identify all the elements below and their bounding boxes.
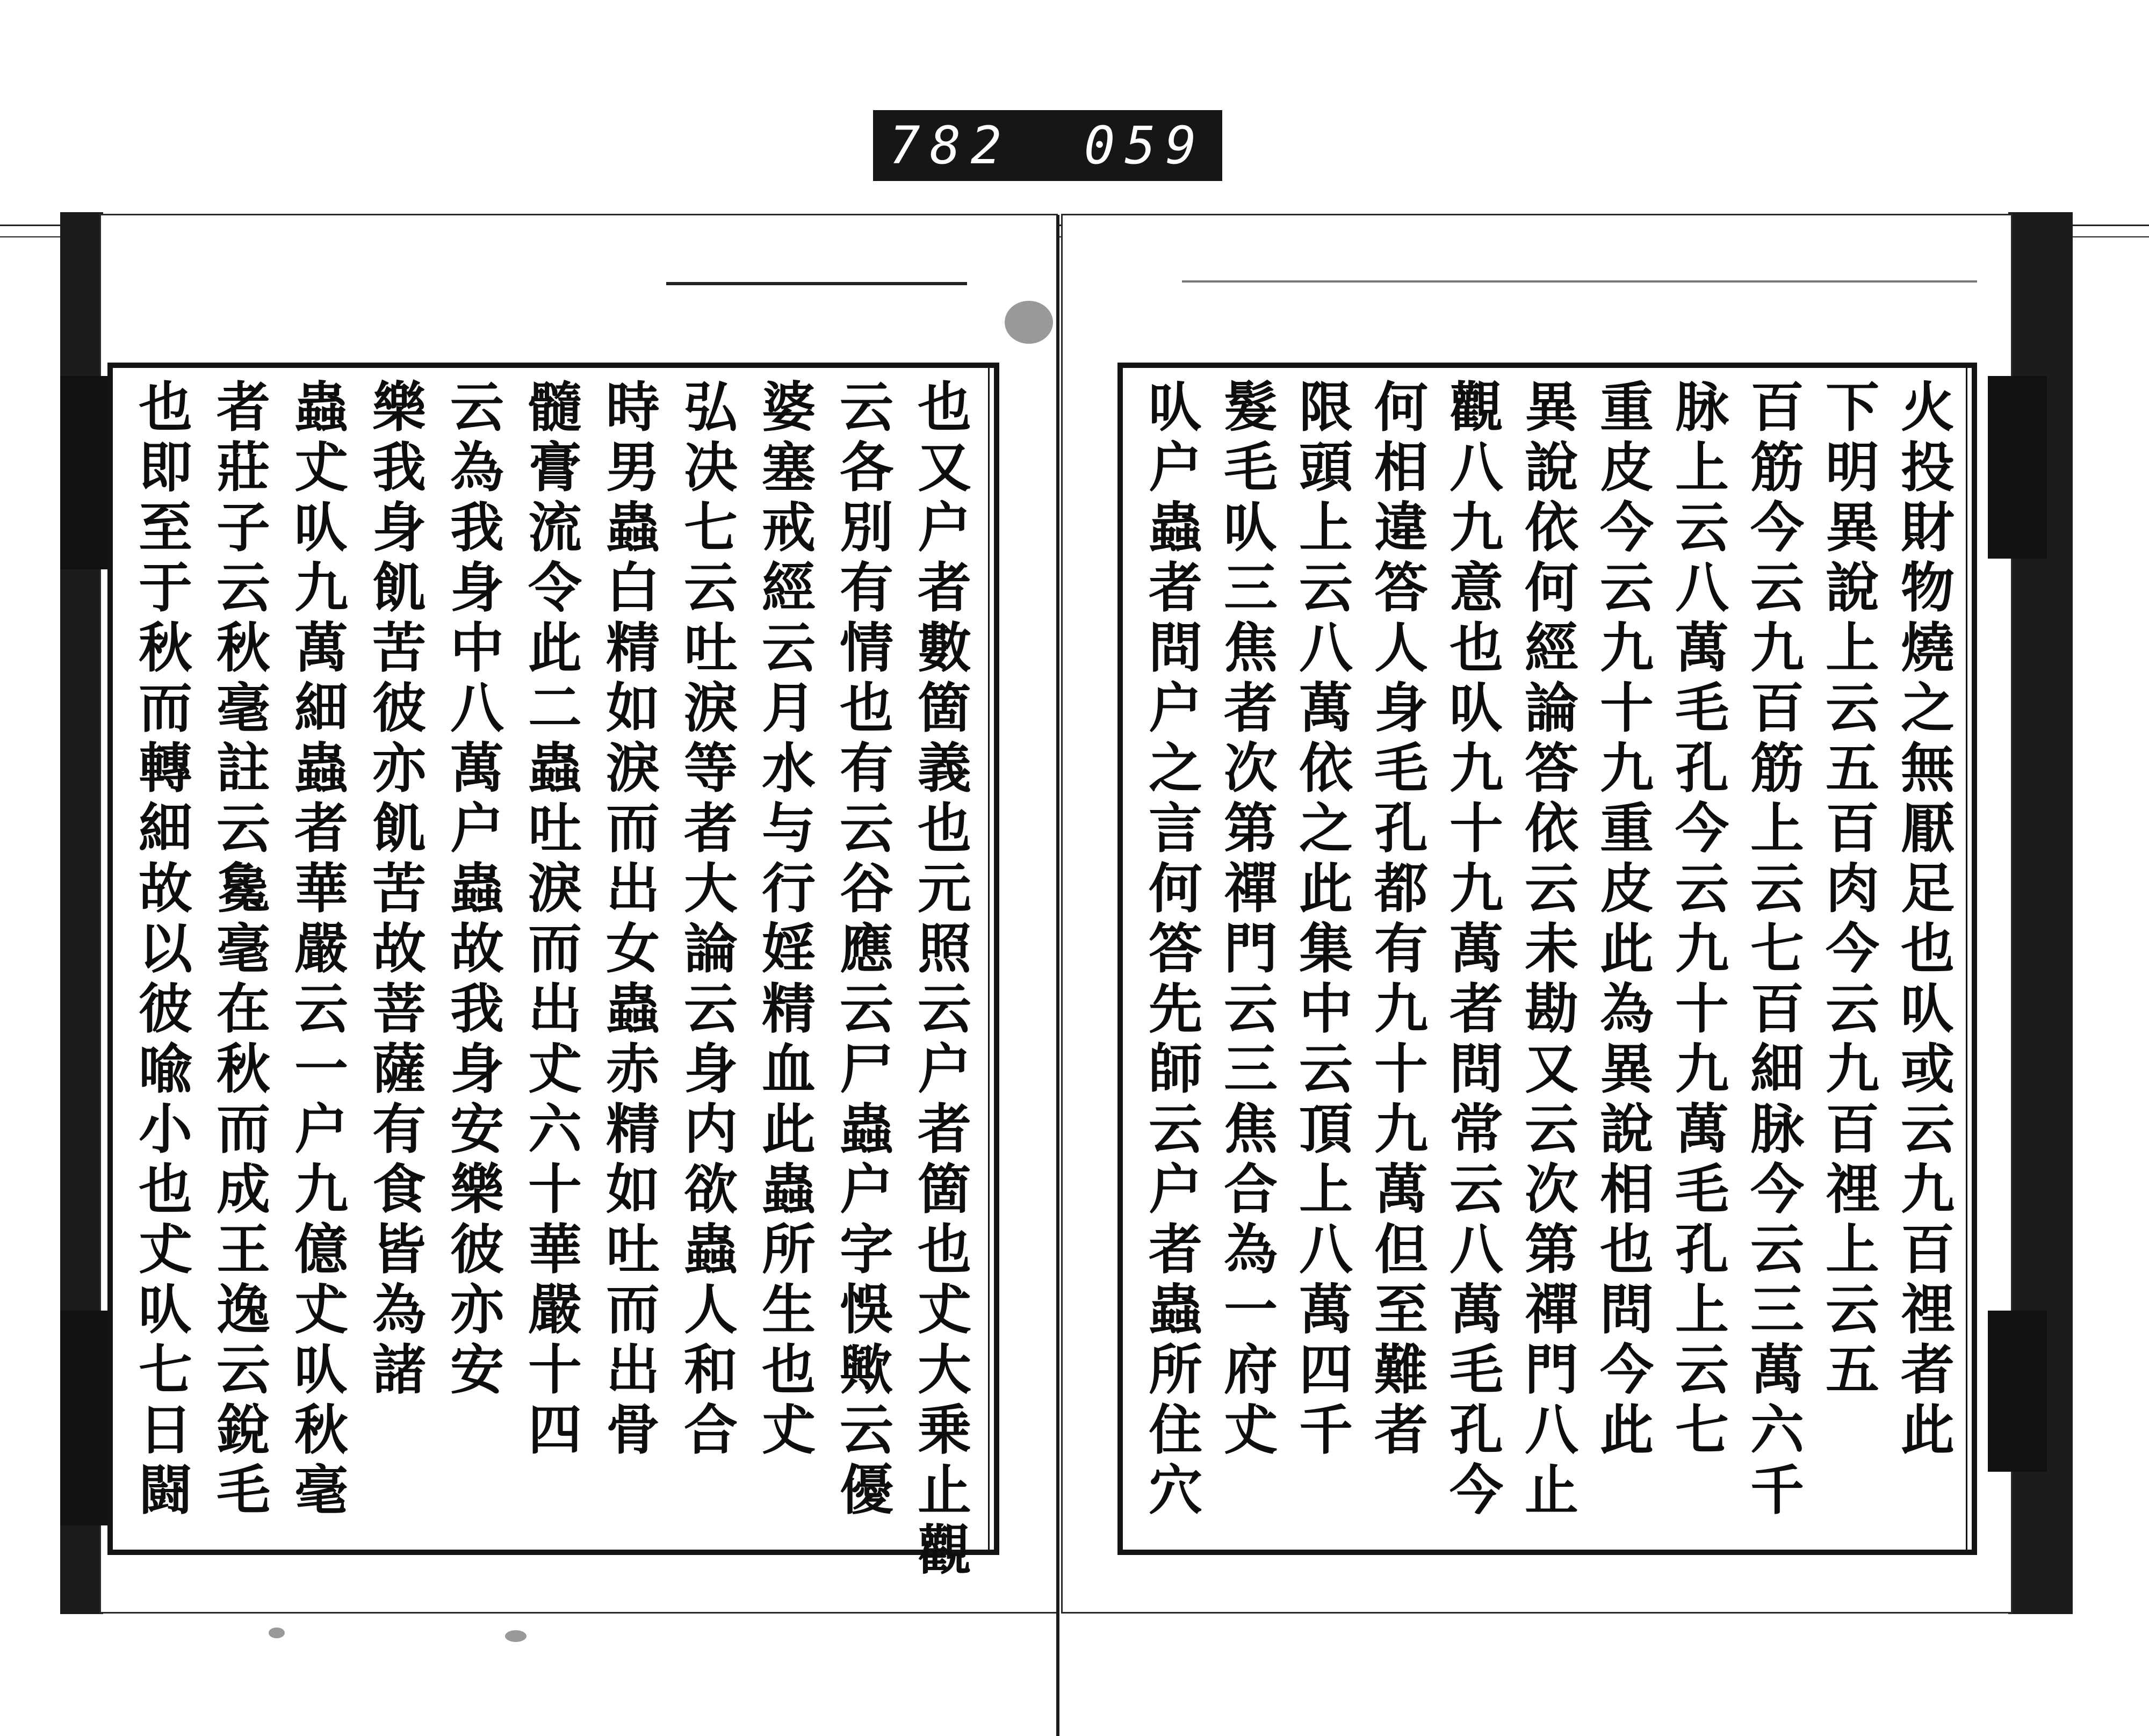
left-text-frame	[107, 363, 999, 1582]
text-column: 云為我身中八萬户蟲故我身安樂彼亦安	[441, 379, 504, 1401]
text-column: 髮毛㕥三焦者次第禪門云三焦合為一府𠀋	[1215, 379, 1278, 1462]
text-column: 髓膏流令此二蟲吐淚而出𠀋六十華嚴十四	[519, 379, 582, 1462]
text-column: 者莊子云秋毫註云毚毫在秋而成王逸云銳毛	[207, 379, 271, 1522]
text-column: 脉上云八萬毛孔今云九十九萬毛孔上云七	[1666, 379, 1729, 1462]
text-column: 限頭上云八萬依之此集中云頂上八萬四千	[1290, 379, 1353, 1462]
text-column: 何相違答人身毛孔都有九十九萬但至難者	[1365, 379, 1429, 1462]
text-column: 蟲𠀋㕥九萬細蟲者華嚴云一户九億𠀋㕥秋毫	[285, 379, 349, 1522]
text-column: 㕥户蟲者問户之言何答先師云户者蟲所住穴	[1140, 379, 1203, 1522]
catalog-number-left: 782	[889, 115, 1012, 176]
text-column: 婆塞戒經云月水与行婬精血此蟲所生也𠀋	[753, 379, 816, 1462]
text-column: 異說依何經論答依云未勘又云次第禪門八止	[1516, 379, 1579, 1522]
text-column: 百筋今云九百筋上云七百細脉今云三萬六千	[1741, 379, 1805, 1522]
catalog-label	[873, 110, 1222, 181]
text-column: 時男蟲白精如淚而出女蟲赤精如吐而出骨	[597, 379, 660, 1462]
page-smudge	[269, 1628, 285, 1638]
text-column: 樂我身飢苦彼亦飢苦故菩薩有食皆為諸	[363, 379, 427, 1401]
frame-inner-rule	[1966, 368, 1967, 1550]
page-smudge	[1005, 301, 1053, 344]
edge-tab	[1988, 1311, 2047, 1472]
page-mark	[1182, 280, 1977, 283]
book-spine	[1056, 215, 1059, 1736]
text-column: 重皮今云九十九重皮此為異說相也問今此	[1591, 379, 1654, 1462]
right-text-frame	[1117, 363, 1977, 1555]
page-smudge	[505, 1630, 527, 1642]
page-mark	[666, 282, 967, 285]
text-column: 火投財物燒之無厭足也㕥或云九百𥚃者此	[1892, 379, 1955, 1462]
catalog-number-right: 059	[1084, 115, 1206, 176]
text-column: 下明異說上云五百肉今云九百𥚃上云五	[1816, 379, 1880, 1401]
text-column: 也即至于秋而轉細故以彼喩小也𠀋㕥七日闘	[129, 379, 193, 1522]
text-column: 觀八九意也㕥九十九萬者問常云八萬毛孔今	[1440, 379, 1504, 1522]
text-column: 也又户者數箇義也元照云户者箇也𠀋大乗止觀	[908, 379, 972, 1582]
edge-tab	[1988, 376, 2047, 559]
text-column: 云各別有情也有云谷應云尸蟲户字悞歟云優	[831, 379, 894, 1522]
frame-inner-rule	[988, 368, 990, 1550]
text-column: 弘决七云吐淚等者大論云身内欲蟲人和合	[675, 379, 738, 1462]
